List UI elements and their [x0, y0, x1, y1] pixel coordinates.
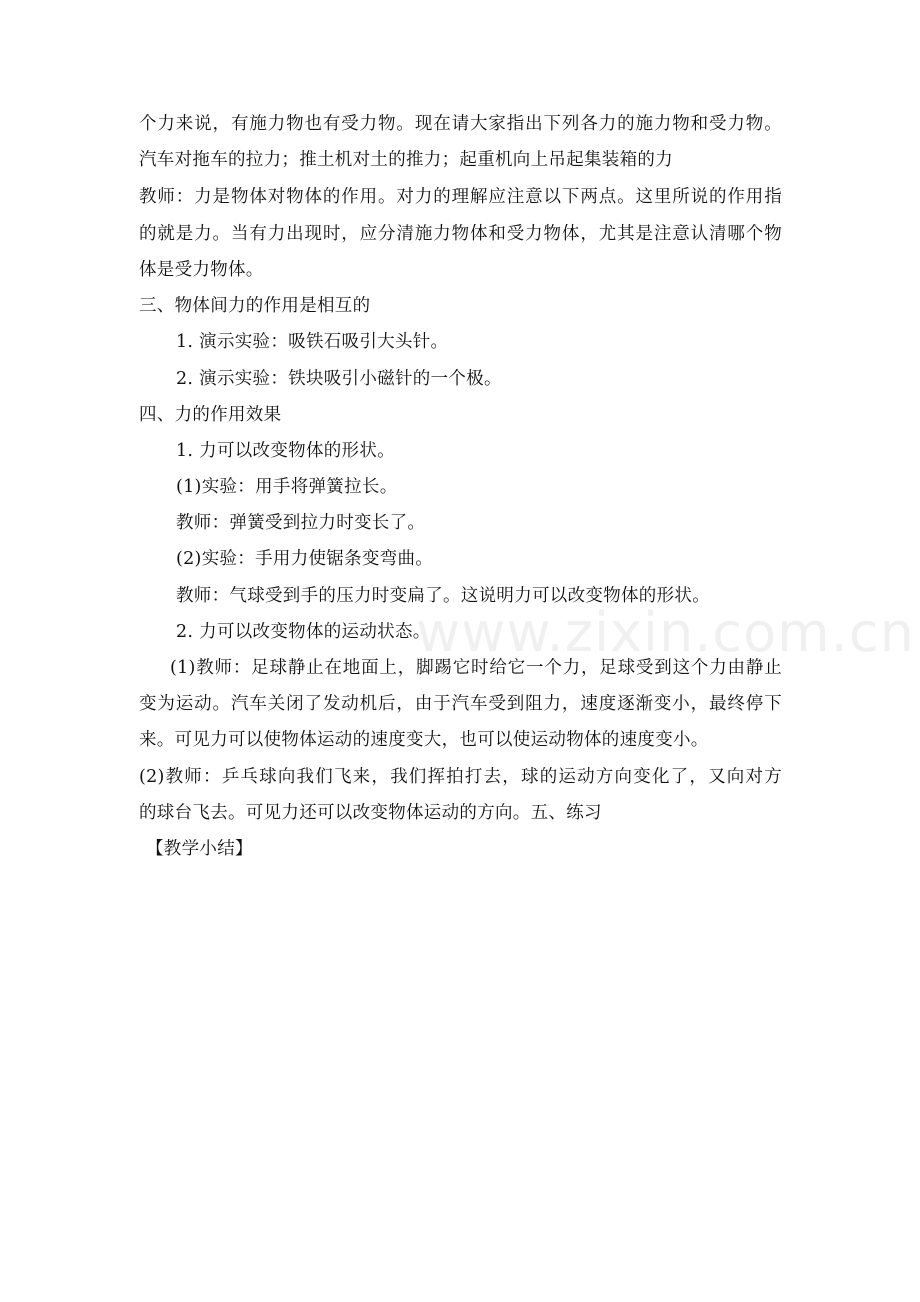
- text-line: 变为运动。汽车关闭了发动机后，由于汽车受到阻力，速度逐渐变小，最终停下: [139, 694, 782, 714]
- text-line: (1)实验：用手将弹簧拉长。: [176, 477, 398, 497]
- list-item: 2. 演示实验：铁块吸引小磁针的一个极。: [176, 369, 502, 389]
- text-line: (2)实验：手用力使锯条变弯曲。: [176, 549, 434, 569]
- text-line: (1)教师：足球静止在地面上，脚踢它时给它一个力，足球受到这个力由静止: [170, 658, 782, 678]
- watermark: www.zixin.com.cn: [416, 601, 915, 664]
- list-item: 1. 力可以改变物体的形状。: [176, 441, 395, 461]
- list-item: 2. 力可以改变物体的运动状态。: [176, 622, 431, 642]
- section-heading: 三、物体间力的作用是相互的: [139, 296, 371, 316]
- list-item: 1. 演示实验：吸铁石吸引大头针。: [176, 332, 449, 352]
- text-line: 教师：弹簧受到拉力时变长了。: [176, 513, 426, 533]
- text-line: 的球台飞去。可见力还可以改变物体运动的方向。五、练习: [139, 803, 602, 823]
- text-line: (2)教师：乒乓球向我们飞来，我们挥拍打去，球的运动方向变化了，又向对方: [139, 767, 782, 787]
- text-line: 教师：气球受到手的压力时变扁了。这说明力可以改变物体的形状。: [176, 586, 710, 606]
- text-line: 个力来说，有施力物也有受力物。现在请大家指出下列各力的施力物和受力物。: [139, 114, 782, 134]
- section-heading: 【教学小结】: [146, 839, 253, 859]
- text-line: 教师：力是物体对物体的作用。对力的理解应注意以下两点。这里所说的作用指: [139, 187, 782, 207]
- text-line: 来。可见力可以使物体运动的速度变大，也可以使运动物体的速度变小。: [139, 730, 709, 750]
- text-line: 汽车对拖车的拉力；推土机对土的推力；起重机向上吊起集装箱的力: [139, 150, 673, 170]
- text-line: 体是受力物体。: [139, 260, 264, 280]
- section-heading: 四、力的作用效果: [139, 405, 282, 425]
- text-line: 的就是力。当有力出现时，应分清施力物体和受力物体，尤其是注意认清哪个物: [139, 224, 782, 244]
